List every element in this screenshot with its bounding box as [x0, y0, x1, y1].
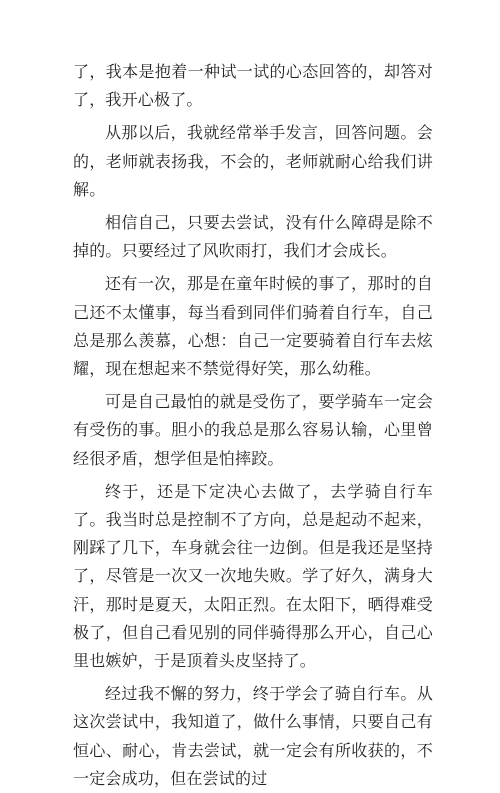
- paragraph-5: 可是自己最怕的就是受伤了，要学骑车一定会有受伤的事。胆小的我总是那么容易认输，心里曾经很矛盾，想学但是怕摔跤。: [73, 392, 433, 468]
- paragraph-7: 经过我不懈的努力，终于学会了骑自行车。从这次尝试中，我知道了，做什么事情，只要自己有恒心、耐心，肯去尝试，就一定会有所收获的，不一定会成功，但在尝试的过: [73, 684, 433, 788]
- paragraph-3: 相信自己，只要去尝试，没有什么障碍是除不掉的。只要经过了风吹雨打，我们才会成长。: [73, 213, 433, 261]
- paragraph-1: 了，我本是抱着一种试一试的心态回答的，却答对了，我开心极了。: [73, 62, 433, 110]
- document-body: [73, 58, 433, 793]
- paragraph-6: 终于，还是下定决心去做了，去学骑自行车了。我当时总是控制不了方向，总是起动不起来，刚踩了几下，车身就会往一边倒。但是我还是坚持了，尽管是一次又一次地失败。学了好久，满身大汗，那时是夏天，太阳正烈。在太阳下，晒得难受极了，但自己看见别的同伴骑得那么开心，自己心里也嫉妒，于是顶着头皮坚持了。: [73, 481, 433, 671]
- paragraph-4: 还有一次，那是在童年时候的事了，那时的自己还不太懂事，每当看到同伴们骑着自行车，自己总是那么羡慕，心想：自己一定要骑着自行车去炫耀，现在想起来不禁觉得好笑，那么幼稚。: [73, 274, 433, 379]
- paragraph-2: 从那以后，我就经常举手发言，回答问题。会的，老师就表扬我，不会的，老师就耐心给我们讲解。: [73, 123, 433, 199]
